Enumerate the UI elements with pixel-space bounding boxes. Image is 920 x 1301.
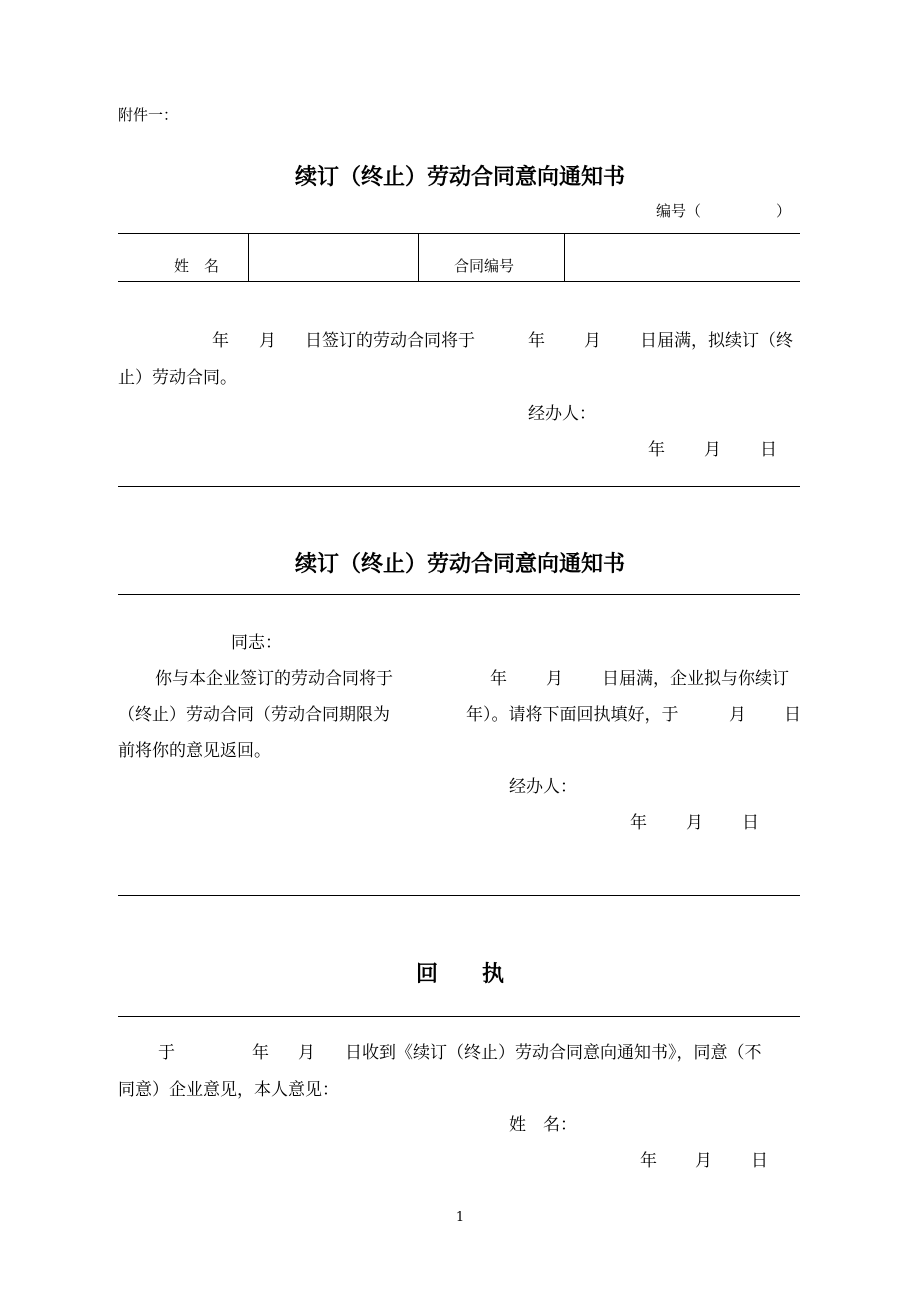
date-month: 月 bbox=[704, 440, 721, 460]
date-year: 年 bbox=[648, 440, 665, 460]
contract-no-field[interactable] bbox=[566, 236, 798, 278]
name-label: 姓 名 bbox=[174, 257, 220, 275]
text-segment: 日届满，拟续订（终 bbox=[640, 331, 793, 351]
text-month: 月 bbox=[546, 669, 563, 689]
text-segment: 止）劳动合同。 bbox=[118, 368, 237, 388]
contract-no-label: 合同编号 bbox=[454, 257, 515, 275]
notice1-title: 续订（终止）劳动合同意向通知书 bbox=[294, 164, 625, 190]
title-underline bbox=[118, 594, 800, 595]
date-day: 日 bbox=[760, 440, 777, 460]
page-number: 1 bbox=[455, 1210, 465, 1225]
text-month: 月 bbox=[584, 331, 601, 351]
text-segment: 日签订的劳动合同将于 bbox=[305, 331, 475, 351]
text-month: 月 bbox=[259, 331, 276, 351]
table-top-border bbox=[118, 233, 800, 234]
title-underline bbox=[118, 1016, 800, 1017]
receipt-name-label: 姓 名： bbox=[509, 1115, 577, 1135]
section-divider bbox=[118, 895, 800, 896]
text-segment: 日收到《续订（终止）劳动合同意向通知书》，同意（不 bbox=[345, 1043, 762, 1063]
date-year: 年 bbox=[640, 1151, 657, 1171]
text-day: 日 bbox=[784, 705, 801, 725]
text-year: 年 bbox=[490, 669, 507, 689]
text-segment: 你与本企业签订的劳动合同将于 bbox=[155, 669, 393, 689]
text-segment: 于 bbox=[158, 1043, 175, 1063]
receipt-title: 回 执 bbox=[415, 961, 504, 987]
table-divider bbox=[418, 233, 419, 281]
date-month: 月 bbox=[686, 813, 703, 833]
text-year: 年 bbox=[212, 331, 229, 351]
table-bottom-border bbox=[118, 281, 800, 282]
text-segment: 日届满，企业拟与你续订 bbox=[602, 669, 789, 689]
serial-close: ） bbox=[776, 202, 792, 220]
text-month: 月 bbox=[729, 705, 746, 725]
date-month: 月 bbox=[695, 1151, 712, 1171]
attachment-label: 附件一： bbox=[118, 106, 179, 124]
table-divider bbox=[248, 233, 249, 281]
text-segment: 前将你的意见返回。 bbox=[118, 741, 271, 761]
text-year: 年 bbox=[252, 1043, 269, 1063]
text-segment: （终止）劳动合同（劳动合同期限为 bbox=[118, 705, 390, 725]
serial-label: 编号（ bbox=[656, 202, 702, 220]
text-month: 月 bbox=[298, 1043, 315, 1063]
text-segment: 同意）企业意见，本人意见： bbox=[118, 1080, 339, 1100]
text-segment: 年）。请将下面回执填好，于 bbox=[466, 705, 679, 725]
text-year: 年 bbox=[528, 331, 545, 351]
handler-label: 经办人： bbox=[509, 777, 577, 797]
date-day: 日 bbox=[742, 813, 759, 833]
notice2-title: 续订（终止）劳动合同意向通知书 bbox=[294, 551, 625, 577]
table-divider bbox=[564, 233, 565, 281]
handler-label: 经办人： bbox=[528, 404, 596, 424]
date-day: 日 bbox=[751, 1151, 768, 1171]
section-divider bbox=[118, 486, 800, 487]
salutation: 同志： bbox=[231, 633, 282, 653]
name-field[interactable] bbox=[250, 236, 416, 278]
date-year: 年 bbox=[630, 813, 647, 833]
